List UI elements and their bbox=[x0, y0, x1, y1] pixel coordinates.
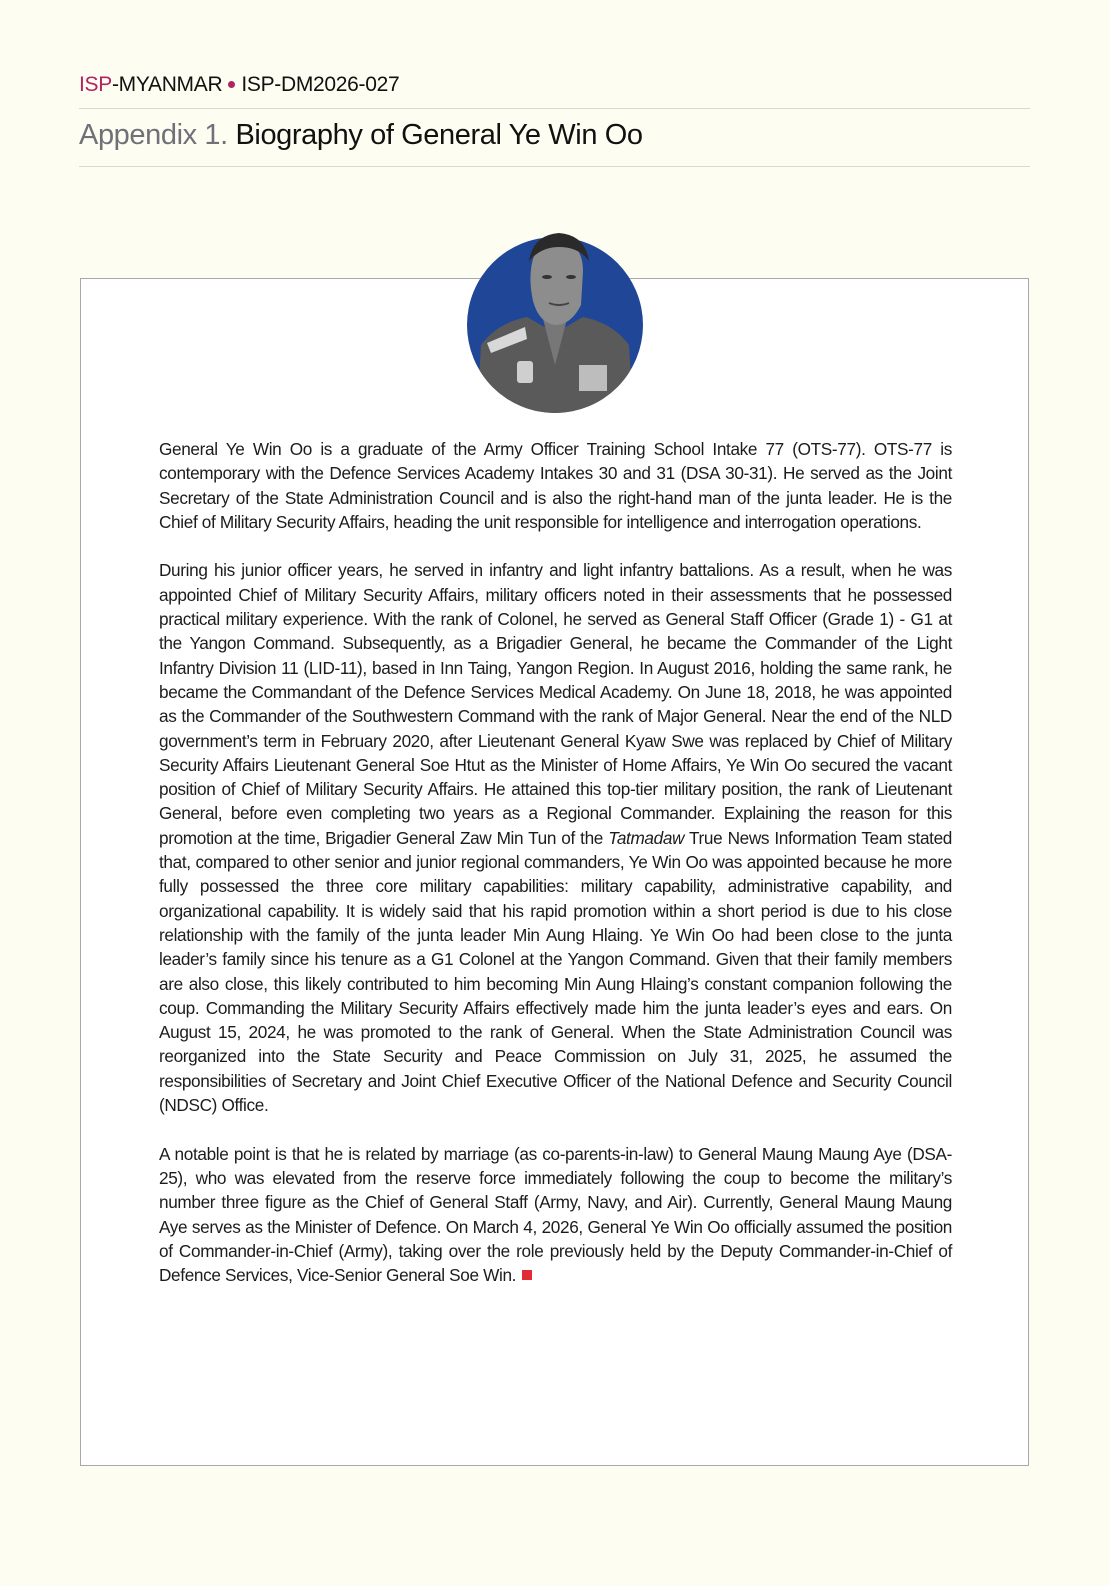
separator-dot-icon bbox=[228, 81, 235, 88]
paragraph-career bbox=[159, 558, 952, 1117]
page-title bbox=[79, 119, 643, 152]
paragraph-career-part-2: True News Information Team stated that, compared to other senior and junior regional commanders, Ye Win Oo was appointed because he more fully possessed the three core military capabilities: military capability, administrative capability, and organizational capability. It is widely said that his rapid promotion within a short period is due to his close relationship with the family of the junta leader Min Aung Hlaing. Ye Win Oo had been close to the junta leader’s family since his tenure as a G1 Colonel at the Yangon Command. Given that their family members are also close, this likely contributed to him becoming Min Aung Hlaing’s constant companion following the coup. Commanding the Military Security Affairs effectively made him the junta leader’s eyes and ears. On August 15, 2024, he was promoted to the rank of General. When the State Administration Council was reorganized into the State Security and Peace Commission on July 31, 2025, he assumed the responsibilities of Secretary and Joint Chief Executive Officer of the National Defence and Security Council (NDSC) Office. bbox=[159, 827, 952, 1116]
tatmadaw-italic: Tatmadaw bbox=[608, 827, 685, 848]
portrait-photo bbox=[467, 237, 643, 413]
paragraph-career-part-1: During his junior officer years, he served in infantry and light infantry battalions. As a result, when he was appointed Chief of Military Security Affairs, military officers noted in their assessments that he possessed practical military experience. With the rank of Colonel, he served as General Staff Officer (Grade 1) - G1 at the Yangon Command. Subsequently, as a Brigadier General, he became the Commander of the Light Infantry Division 11 (LID-11), based in Inn Taing, Yangon Region. In August 2016, holding the same rank, he became the Commandant of the Defence Services Medical Academy. On June 18, 2018, he was appointed as the Commander of the Southwestern Command with the rank of Major General. Near the end of the NLD government’s term in February 2020, after Lieutenant General Kyaw Swe was replaced by Chief of Military Security Affairs Lieutenant General Soe Htut as the Minister of Home Affairs, Ye Win Oo secured the vacant position of Chief of Military Security Affairs. He attained this top-tier military position, the rank of Lieutenant General, before even completing two years as a Regional Commander. Explaining the reason for this promotion at the time, Brigadier General Zaw Min Tun of the bbox=[159, 560, 952, 848]
paragraph-relations-text: A notable point is that he is related by marriage (as co-parents-in-law) to General Maung Maung Aye (DSA-25), who was elevated from the reserve force immediately following the coup to become the military’s number three figure as the Chief of General Staff (Army, Navy, and Air). Currently, General Maung Maung Aye serves as the Minister of Defence. On March 4, 2026, General Ye Win Oo officially assumed the position of Commander-in-Chief (Army), taking over the role previously held by the Deputy Commander-in-Chief of Defence Services, Vice-Senior General Soe Win. bbox=[159, 1143, 952, 1286]
brand-name: -MYANMAR bbox=[111, 73, 223, 96]
paragraph-education: General Ye Win Oo is a graduate of the Army Officer Training School Intake 77 (OTS-77). OTS-77 is contemporary with the Defence Services Academy Intakes 30 and 31 (DSA 30-31). He served as the Joint Secretary of the State Administration Council and is also the right-hand man of the junta leader. He is the Chief of Military Security Affairs, heading the unit responsible for intelligence and interrogation operations. bbox=[159, 439, 952, 532]
header-divider bbox=[79, 108, 1030, 109]
title-divider bbox=[79, 166, 1030, 167]
biography-text bbox=[159, 437, 952, 1312]
brand-accent: ISP bbox=[79, 73, 112, 96]
end-of-article-icon bbox=[522, 1270, 532, 1280]
portrait-figure-icon bbox=[467, 215, 643, 413]
document-header bbox=[79, 73, 399, 97]
appendix-label: Appendix 1. bbox=[79, 119, 228, 151]
paragraph-relations bbox=[159, 1142, 952, 1288]
title-text: Biography of General Ye Win Oo bbox=[235, 119, 643, 151]
document-id: ISP-DM2026-027 bbox=[241, 73, 400, 96]
